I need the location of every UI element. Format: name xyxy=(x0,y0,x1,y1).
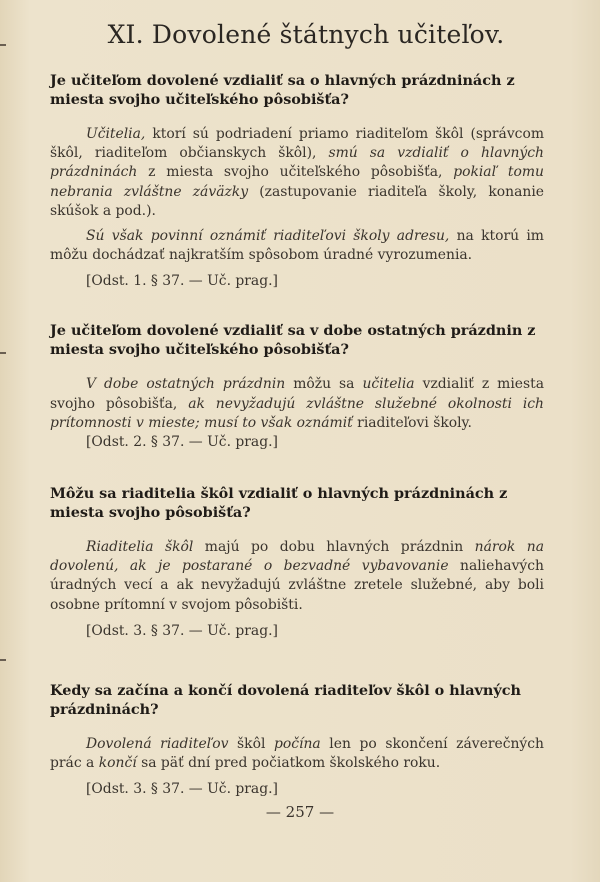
question-heading: Kedy sa začína a končí dovolená riaditeľov škôl o hlavných prázdninách? xyxy=(50,681,521,718)
margin-mark xyxy=(0,659,6,661)
answer-paragraph: Dovolená riaditeľov škôl počína len po skončení záverečných prác a končí sa päť dní pred počiatkom školského roku. xyxy=(50,735,544,772)
question-heading: Je učiteľom dovolené vzdialiť sa o hlavných prázdninách z miesta svojho učiteľského pôsobišťa? xyxy=(50,72,515,108)
legal-reference: [Odst. 1. § 37. — Uč. prag.] xyxy=(86,273,278,290)
answer-paragraph: V dobe ostatných prázdnin môžu sa učitelia vzdialiť z miesta svojho pôsobišťa, ak nevyžadujú zvláštne služebné okolnosti ich prítomnosti v mieste; musí to však oznámiť riaditeľovi školy. xyxy=(50,376,544,431)
question-heading: Môžu sa riaditelia škôl vzdialiť o hlavných prázdninách z miesta svojho pôsobišťa? xyxy=(50,485,508,522)
legal-reference: [Odst. 3. § 37. — Uč. prag.] xyxy=(86,622,278,639)
answer-paragraph: Sú však povinní oznámiť riaditeľovi školy adresu, na ktorú im môžu dochádzať najkratším spôsobom úradné vyrozumenia. xyxy=(50,228,544,264)
section-summer-holidays-teachers xyxy=(50,71,544,291)
margin-mark xyxy=(0,352,6,354)
chapter-title: XI. Dovolené štátnych učiteľov. xyxy=(107,20,505,49)
section-directors-holiday-start-end xyxy=(50,681,544,799)
answer-paragraph: Riaditelia škôl majú po dobu hlavných prázdnin nárok na dovolenú, ak je postarané o bezvadné vybavovanie naliehavých úradných vecí a ak nevyžadujú zvláštne zretele služebné, aby boli osobne prítomní v svojom pôsobišti. xyxy=(50,539,544,613)
page-number: — 257 — xyxy=(265,803,335,821)
legal-reference: [Odst. 2. § 37. — Uč. prag.] xyxy=(86,434,278,451)
legal-reference: [Odst. 3. § 37. — Uč. prag.] xyxy=(86,781,278,798)
section-other-holidays-teachers xyxy=(50,321,544,452)
answer-paragraph: Učitelia, ktorí sú podriadení priamo riaditeľom škôl (správcom škôl, riaditeľom občianskych škôl), smú sa vzdialiť o hlavných prázdninách z miesta svojho učiteľského pôsobišťa, pokiaľ tomu nebrania zvláštne záväzky (zastupovanie riaditeľa školy, konanie skúšok a pod.). xyxy=(50,126,545,219)
margin-mark xyxy=(0,44,6,46)
section-summer-holidays-directors xyxy=(50,484,544,641)
question-heading: Je učiteľom dovolené vzdialiť sa v dobe ostatných prázdnin z miesta svojho učiteľského pôsobišťa? xyxy=(50,322,536,359)
